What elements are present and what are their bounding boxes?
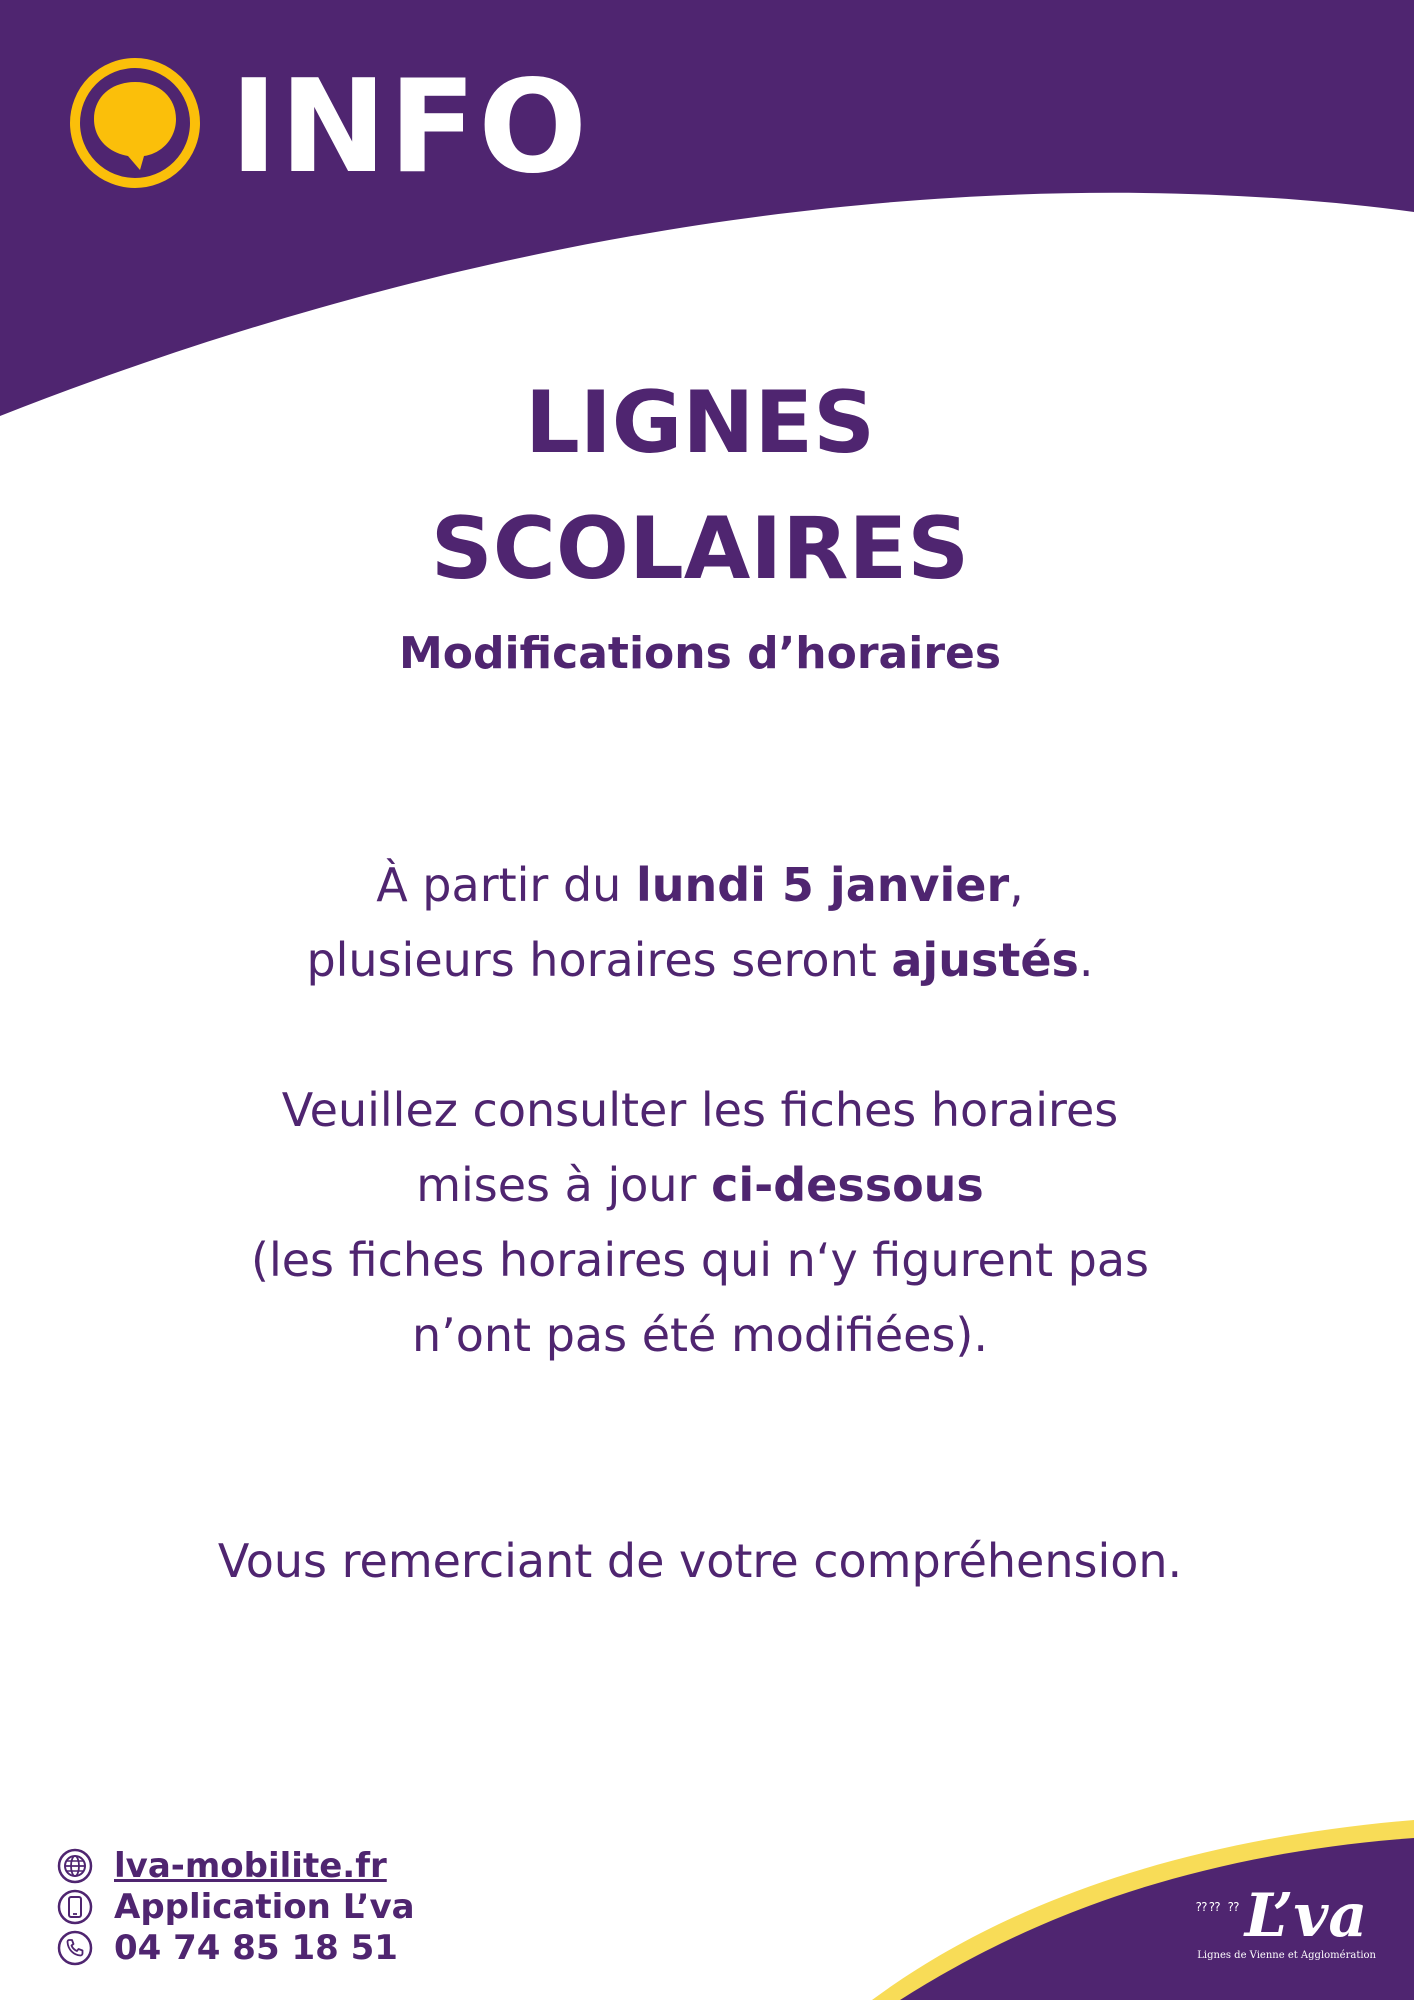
- globe-icon: [56, 1847, 94, 1885]
- speech-bubble-icon: [68, 58, 202, 192]
- paragraph-consult-notice: [0, 1073, 1400, 1373]
- app-label: Application L’va: [114, 1887, 415, 1927]
- paragraph-line: plusieurs horaires seront ajustés.: [306, 933, 1094, 987]
- highlighted-word: ci-dessous: [711, 1158, 984, 1212]
- phone-number: 04 74 85 18 51: [114, 1928, 398, 1968]
- header-banner: [0, 0, 1414, 416]
- contact-phone: [56, 1928, 398, 1968]
- paragraph-date-notice: [0, 848, 1400, 998]
- contact-website: [56, 1846, 387, 1886]
- highlighted-word: ajustés: [891, 933, 1079, 987]
- paragraph-line: À partir du lundi 5 janvier,: [376, 858, 1024, 912]
- paragraph-line: (les fiches horaires qui n‘y figurent pas: [251, 1233, 1149, 1287]
- brand-logo-text: L’va: [1244, 1881, 1368, 1951]
- website-link[interactable]: lva-mobilite.fr: [114, 1846, 387, 1886]
- page-title-line1: LIGNES: [524, 373, 876, 473]
- brand-logo: [1196, 1881, 1376, 1964]
- paragraph-line: n’ont pas été modifiées).: [411, 1308, 988, 1362]
- paragraph-line: mises à jour ci-dessous: [416, 1158, 984, 1212]
- page-subtitle: Modifications d’horaires: [398, 628, 1002, 679]
- brand-tagline: Lignes de Vienne et Agglomération: [1197, 1950, 1376, 1961]
- closing-text: Vous remerciant de votre compréhension.: [217, 1534, 1183, 1588]
- page-title-line2: SCOLAIRES: [430, 499, 970, 599]
- highlighted-date: lundi 5 janvier: [635, 858, 1010, 912]
- smartphone-icon: [56, 1888, 94, 1926]
- brand-decor-icon: ⁇⁇ ⁇: [1196, 1900, 1242, 1914]
- contact-app: [56, 1887, 415, 1927]
- info-title: INFO: [230, 53, 589, 202]
- phone-icon: [56, 1929, 94, 1967]
- paragraph-line: Veuillez consulter les fiches horaires: [281, 1083, 1119, 1137]
